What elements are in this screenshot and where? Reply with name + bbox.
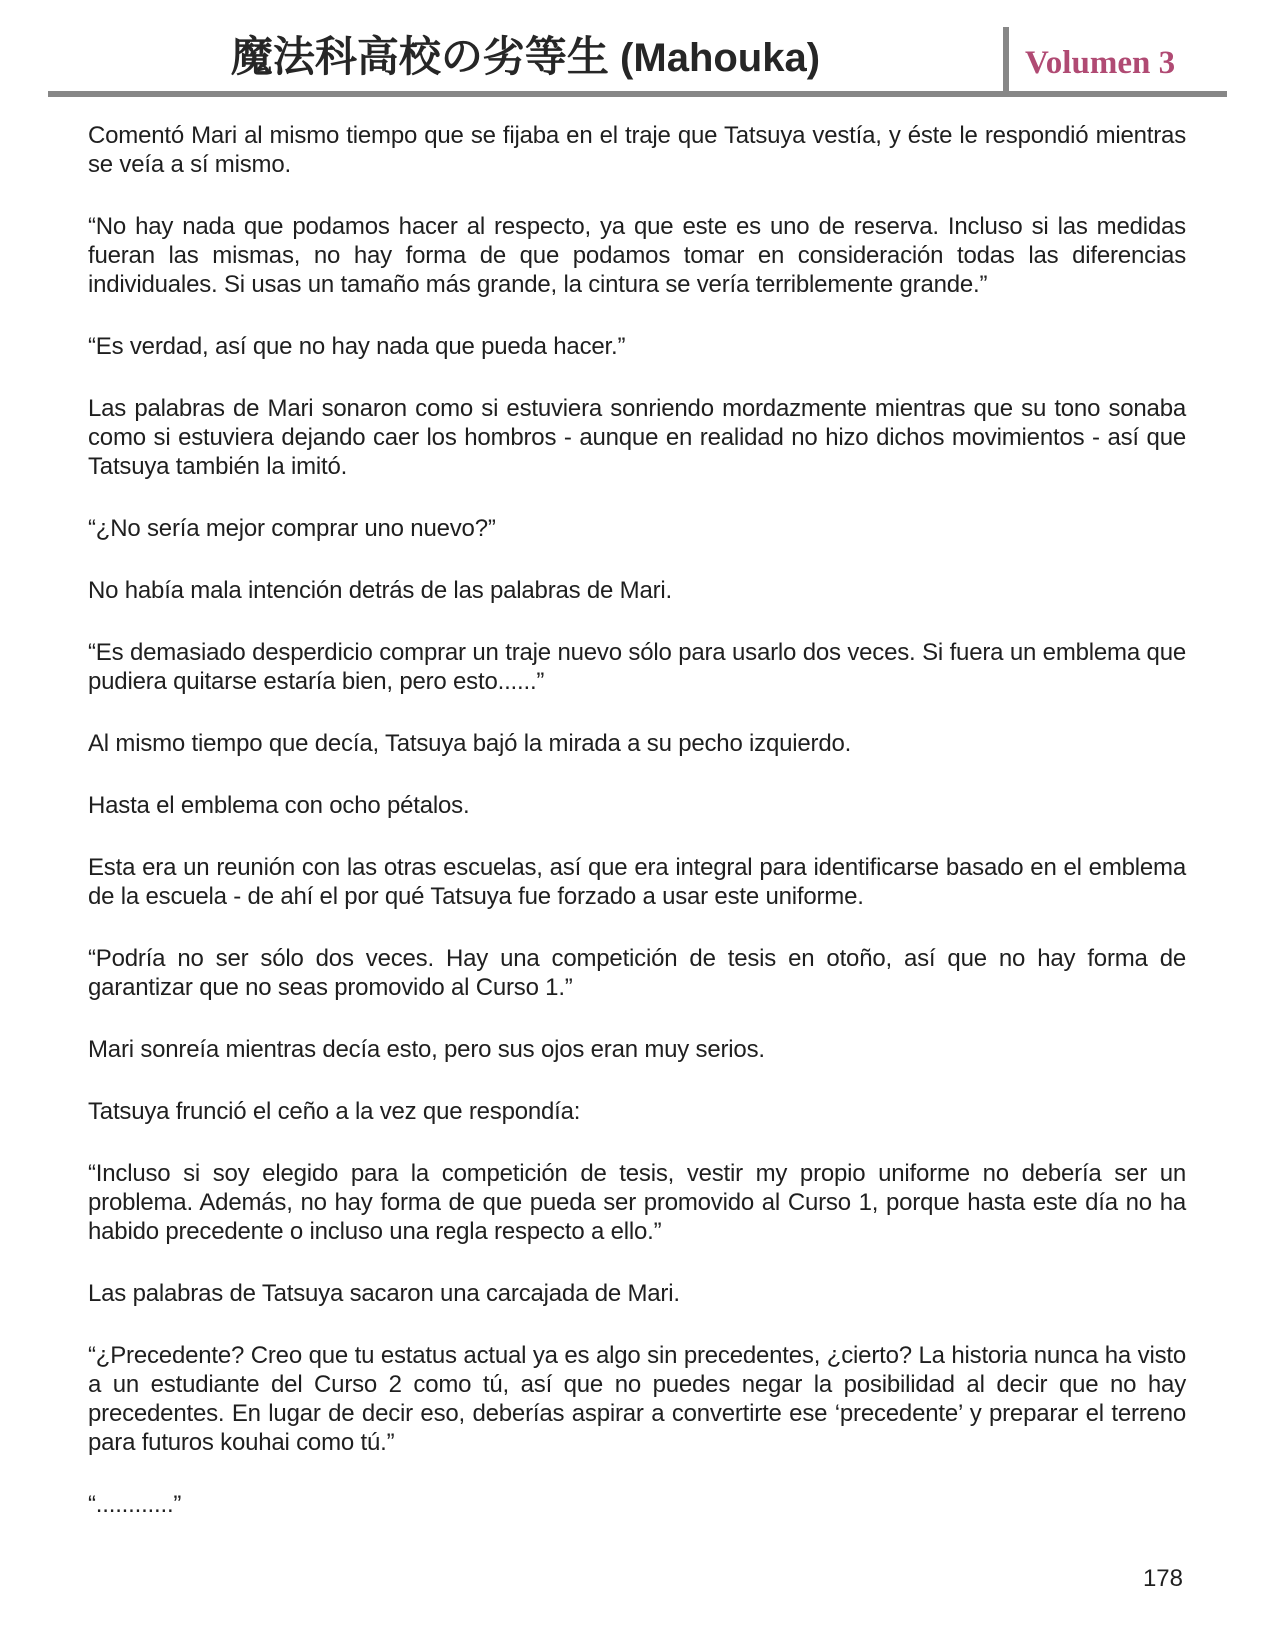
paragraph: No había mala intención detrás de las palabras de Mari. <box>88 577 673 604</box>
paragraph: Al mismo tiempo que decía, Tatsuya bajó la mirada a su pecho izquierdo. <box>88 730 852 757</box>
body-text <box>88 121 1186 1519</box>
paragraph: “¿No sería mejor comprar uno nuevo?” <box>88 515 496 542</box>
paragraph: Comentó Mari al mismo tiempo que se fijaba en el traje que Tatsuya vestía, y éste le respondió mientras se veía a sí mismo. <box>88 122 1186 178</box>
paragraph: “No hay nada que podamos hacer al respecto, ya que este es uno de reserva. Incluso si las medidas fueran las mismas, no hay forma de que podamos tomar en consideración todas las diferencias individuales. Si usas un tamaño más grande, la cintura se vería terriblemente grande.” <box>88 213 1186 298</box>
volume-label: Volumen 3 <box>1025 45 1176 81</box>
paragraph: Las palabras de Mari sonaron como si estuviera sonriendo mordazmente mientras que su tono sonaba como si estuviera dejando caer los hombros - aunque en realidad no hizo dichos movimientos - así que Tatsuya también la imitó. <box>88 395 1186 480</box>
paragraph: “............” <box>88 1491 182 1518</box>
page-number: 178 <box>1142 1565 1183 1592</box>
paragraph: “Es verdad, así que no hay nada que pueda hacer.” <box>88 333 626 360</box>
paragraph: Esta era un reunión con las otras escuelas, así que era integral para identificarse basado en el emblema de la escuela - de ahí el por qué Tatsuya fue forzado a usar este uniforme. <box>88 854 1186 910</box>
paragraph: “Podría no ser sólo dos veces. Hay una competición de tesis en otoño, así que no hay forma de garantizar que no seas promovido al Curso 1.” <box>88 945 1186 1001</box>
page-header <box>48 0 1227 97</box>
paragraph: Tatsuya frunció el ceño a la vez que respondía: <box>88 1098 581 1125</box>
page-title-japanese: 魔法科高校の劣等生 <box>230 32 609 81</box>
paragraph: Hasta el emblema con ocho pétalos. <box>88 792 470 819</box>
page-title <box>48 24 1003 91</box>
paragraph: “Incluso si soy elegido para la competición de tesis, vestir my propio uniforme no debería ser un problema. Además, no hay forma de que pueda ser promovido al Curso 1, porque hasta este día no ha habido precedente o incluso una regla respecto a ello.” <box>88 1160 1186 1245</box>
paragraph: “Es demasiado desperdicio comprar un traje nuevo sólo para usarlo dos veces. Si fuera un emblema que pudiera quitarse estaría bien, pero esto......” <box>88 639 1186 695</box>
volume-cell <box>1003 27 1227 91</box>
paragraph: “¿Precedente? Creo que tu estatus actual ya es algo sin precedentes, ¿cierto? La historia nunca ha visto a un estudiante del Curso 2 como tú, así que no puedes negar la posibilidad al decir que no hay precedentes. En lugar de decir eso, deberías aspirar a convertirte ese ‘precedente’ y preparar el terreno para futuros kouhai como tú.” <box>88 1342 1186 1456</box>
page-title-latin: (Mahouka) <box>608 36 821 80</box>
paragraph: Las palabras de Tatsuya sacaron una carcajada de Mari. <box>88 1280 680 1307</box>
paragraph: Mari sonreía mientras decía esto, pero sus ojos eran muy serios. <box>88 1036 765 1063</box>
